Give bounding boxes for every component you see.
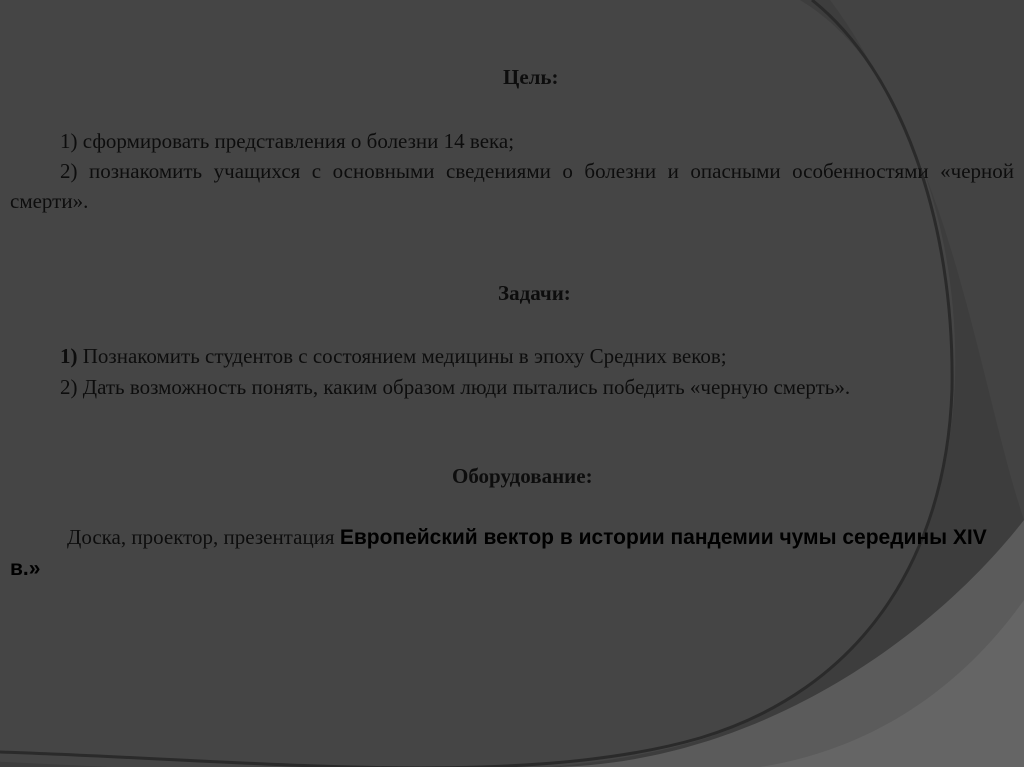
goal-heading: Цель:: [503, 65, 559, 89]
goal-item-2: 2) познакомить учащихся с основными сведениями о болезни и опасными особенностями «черной смерти».: [10, 159, 1014, 213]
tasks-heading: Задачи:: [498, 281, 571, 305]
equipment-heading: Оборудование:: [452, 464, 593, 488]
goal-item-1: 1) сформировать представления о болезни 14 века;: [60, 129, 515, 153]
equipment-text: [10, 522, 1010, 584]
tasks-item-1-number: 1): [60, 344, 78, 368]
tasks-item-2: 2) Дать возможность понять, каким образом люди пытались победить «черную смерть».: [60, 375, 851, 399]
tasks-item-1: [60, 341, 727, 371]
equipment-text-plain: Доска, проектор, презентация: [67, 525, 340, 549]
tasks-item-1-text: Познакомить студентов с состоянием медицины в эпоху Средних веков;: [77, 344, 727, 368]
equipment-text-bold: Европейский вектор в истории пандемии чумы середины XIV в.»: [10, 526, 987, 580]
